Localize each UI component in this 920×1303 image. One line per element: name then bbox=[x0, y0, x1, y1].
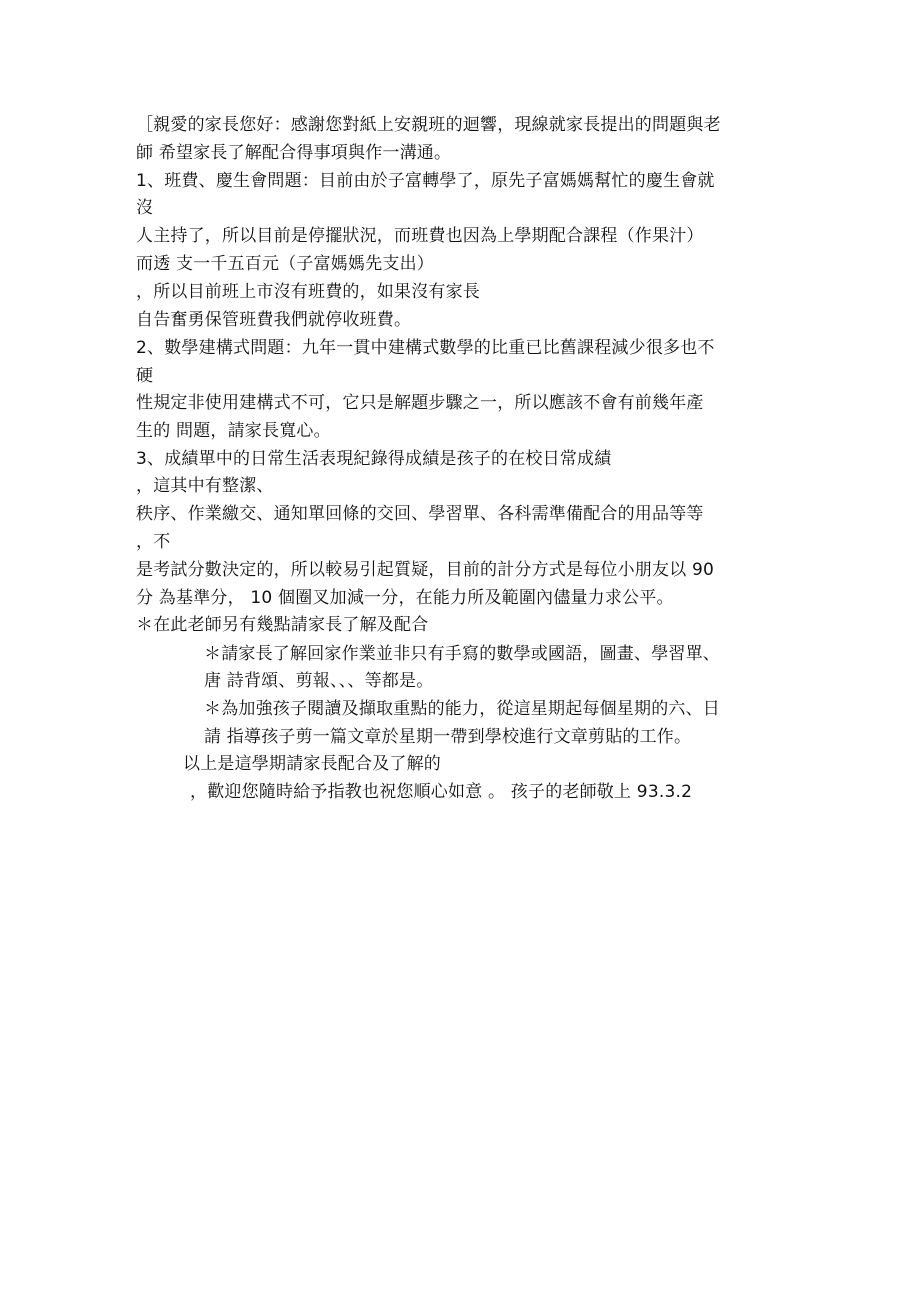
text-line: 自告奮勇保管班費我們就停收班費。 bbox=[136, 310, 412, 330]
text-line: 是考試分數決定的，所以較易引起質疑，目前的計分方式是每位小朋友以 90 bbox=[136, 560, 715, 580]
text-line: 生的 問題，請家長寬心。 bbox=[136, 421, 331, 441]
text-line: 以上是這學期請家長配合及了解的 bbox=[183, 754, 441, 774]
text-line: ［親愛的家長您好：感謝您對紙上安親班的迴響，現線就家長提出的問題與老 bbox=[136, 115, 721, 135]
text-line: 性規定非使用建構式不可，它只是解題步驟之一，所以應該不會有前幾年產 bbox=[136, 393, 704, 413]
text-line: 硬 bbox=[136, 366, 154, 386]
text-line: 分 為基準分， 10 個圈叉加減一分，在能力所及範圍內儘量力求公平。 bbox=[136, 588, 674, 608]
text-line: ，歡迎您隨時給予指教也祝您順心如意 。 孩子的老師敬上 93.3.2 bbox=[190, 782, 693, 802]
text-line: 請 指導孩子剪一篇文章於星期一帶到學校進行文章剪貼的工作。 bbox=[204, 727, 692, 747]
text-line: 而透 支一千五百元（子富媽媽先支出） bbox=[136, 254, 435, 274]
text-line: ，不 bbox=[136, 532, 171, 552]
text-line: ，這其中有整潔、 bbox=[136, 476, 274, 496]
text-line: 師 希望家長了解配合得事項與作一溝通。 bbox=[136, 143, 452, 163]
text-line: 唐 詩背頌、剪報、、、等都是。 bbox=[204, 671, 434, 691]
text-line: 2、數學建構式問題：九年一貫中建構式數學的比重已比舊課程減少很多也不 bbox=[136, 338, 715, 358]
text-line: ＊請家長了解回家作業並非只有手寫的數學或國語，圖畫、學習單、 bbox=[204, 644, 720, 664]
text-line: ＊為加強孩子閱讀及擷取重點的能力，從這星期起每個星期的六、日 bbox=[204, 699, 720, 719]
text-line: 3、成績單中的日常生活表現紀錄得成績是孩子的在校日常成績 bbox=[136, 449, 612, 469]
text-line: ＊在此老師另有幾點請家長了解及配合 bbox=[136, 615, 429, 635]
text-line: ，所以目前班上市沒有班費的，如果沒有家長 bbox=[136, 282, 480, 302]
text-line: 1、班費、慶生會問題：目前由於子富轉學了，原先子富媽媽幫忙的慶生會就 bbox=[136, 171, 715, 191]
text-line: 人主持了，所以目前是停擺狀況，而班費也因為上學期配合課程（作果汁） bbox=[136, 226, 704, 246]
text-line: 沒 bbox=[136, 198, 154, 218]
text-line: 秩序、作業繳交、通知單回條的交回、學習單、各科需準備配合的用品等等 bbox=[136, 504, 704, 524]
